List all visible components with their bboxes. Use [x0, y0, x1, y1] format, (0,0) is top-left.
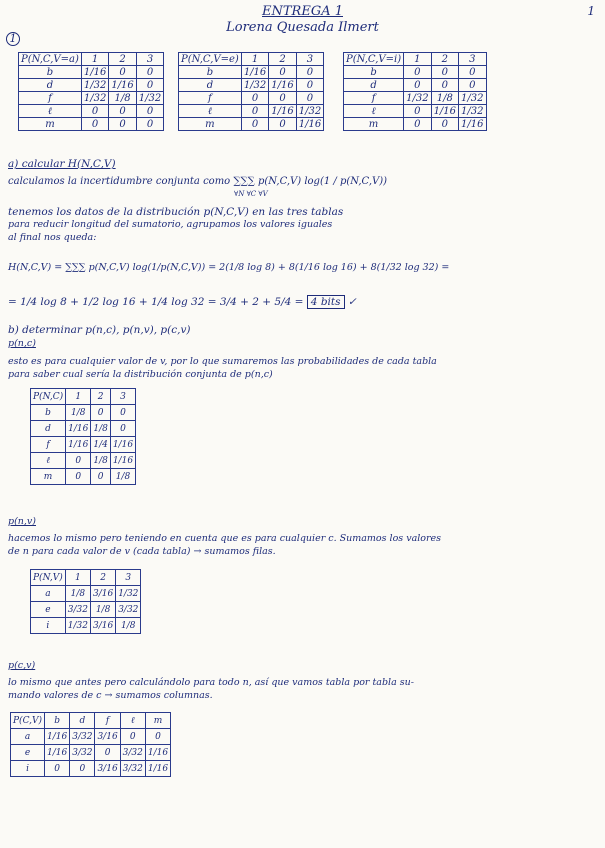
table-row-label: b	[19, 66, 82, 79]
table-cell: 3/16	[90, 618, 115, 634]
table-row-label: ℓ	[344, 105, 404, 118]
table-column-header: m	[145, 713, 170, 729]
table-row-label: e	[11, 745, 45, 761]
table-cell: 0	[404, 105, 431, 118]
table-cell: 0	[81, 118, 108, 131]
table-cell: 0	[70, 761, 95, 777]
table-cell: 3/16	[90, 586, 115, 602]
table-column-header: 2	[91, 389, 110, 405]
pcv-text-2: mando valores de c → sumamos columnas.	[8, 690, 213, 701]
pnc-table-wrap	[30, 388, 136, 485]
table-cell: 1/32	[404, 92, 431, 105]
part-a-equation-2	[8, 296, 357, 308]
table-row	[344, 79, 487, 92]
table-header-row	[11, 713, 171, 729]
table-cell: 0	[110, 405, 135, 421]
table-row-label: f	[19, 92, 82, 105]
table-cell: 1/8	[65, 586, 90, 602]
table-row	[31, 437, 136, 453]
table-cell: 0	[81, 105, 108, 118]
table-cell: 1/16	[81, 66, 108, 79]
table-row	[31, 421, 136, 437]
table-cell: 0	[459, 66, 486, 79]
table-cell: 0	[269, 92, 296, 105]
table-cell: 3/32	[65, 602, 90, 618]
table-cell: 1/32	[81, 92, 108, 105]
table-cell: 0	[431, 79, 458, 92]
table-column-header: d	[70, 713, 95, 729]
table-cell: 0	[91, 469, 110, 485]
table-cell: 1/8	[66, 405, 91, 421]
table-cell: 3/32	[116, 602, 141, 618]
table-row	[31, 453, 136, 469]
pnc-table	[30, 388, 136, 485]
table-row-label: m	[344, 118, 404, 131]
table-cell: 3/32	[120, 761, 145, 777]
table-row	[11, 745, 171, 761]
table-cell: 1/16	[269, 79, 296, 92]
part-a-heading: a) calcular H(N,C,V)	[8, 158, 116, 170]
table-cell: 0	[109, 118, 136, 131]
table-header-row	[344, 53, 487, 66]
table-row-label: i	[11, 761, 45, 777]
table-column-header: f	[95, 713, 120, 729]
table-cell: 0	[241, 118, 268, 131]
table-cell: 1/8	[91, 421, 110, 437]
table-corner-header: P(C,V)	[11, 713, 45, 729]
pcv-text-1: lo mismo que antes pero calculándolo para todo n, así que vamos tabla por tabla su-	[8, 677, 414, 688]
pcv-table	[10, 712, 171, 777]
table-row	[11, 729, 171, 745]
table-cell: 0	[404, 79, 431, 92]
table-row	[31, 405, 136, 421]
table-column-header: 2	[109, 53, 136, 66]
table-cell: 0	[296, 92, 323, 105]
table-cell: 0	[241, 105, 268, 118]
table-cell: 0	[404, 118, 431, 131]
part-a-equation-1: H(N,C,V) = ∑∑∑ p(N,C,V) log(1/p(N,C,V)) = 2(1/8 log 8) + 8(1/16 log 16) + 8(1/32 log 32) =	[8, 262, 450, 273]
table-row	[19, 92, 164, 105]
table-cell: 0	[120, 729, 145, 745]
table-cell: 1/16	[66, 437, 91, 453]
table-cell: 1/16	[145, 745, 170, 761]
table-column-header: b	[45, 713, 70, 729]
table-cell: 1/8	[110, 469, 135, 485]
table-cell: 1/8	[431, 92, 458, 105]
table-cell: 1/16	[110, 437, 135, 453]
table-column-header: 3	[136, 53, 163, 66]
table-row	[344, 92, 487, 105]
table-cell: 3/32	[70, 729, 95, 745]
table-cell: 0	[145, 729, 170, 745]
table-column-header: 1	[81, 53, 108, 66]
table-row-label: m	[19, 118, 82, 131]
table-cell: 1/16	[459, 118, 486, 131]
pnc-text-1: esto es para cualquier valor de v, por lo que sumaremos las probabilidades de cada tabla	[8, 356, 437, 367]
table-cell: 0	[136, 118, 163, 131]
table-cell: 1/16	[110, 453, 135, 469]
table-corner-header: P(N,C)	[31, 389, 66, 405]
table-cell: 0	[269, 118, 296, 131]
table-column-header: 1	[65, 570, 90, 586]
table-cell: 0	[109, 66, 136, 79]
table-cell: 0	[66, 469, 91, 485]
joint-table-v-a-wrap	[18, 52, 164, 131]
table-column-header: 1	[404, 53, 431, 66]
part-a-sum-subscript: ∀N ∀C ∀V	[234, 190, 268, 198]
check-icon: ✓	[347, 296, 357, 308]
page-number: 1	[587, 4, 595, 18]
pcv-table-wrap	[10, 712, 171, 777]
pnc-label: p(n,c)	[8, 338, 36, 349]
table-cell: 1/32	[459, 92, 486, 105]
table-cell: 0	[91, 405, 110, 421]
table-row	[31, 618, 141, 634]
part-a-line3: para reducir longitud del sumatorio, agrupamos los valores iguales	[8, 219, 333, 230]
table-row-label: ℓ	[19, 105, 82, 118]
table-cell: 1/8	[116, 618, 141, 634]
table-cell: 0	[296, 79, 323, 92]
table-corner-header: P(N,C,V=e)	[179, 53, 242, 66]
table-cell: 0	[45, 761, 70, 777]
table-cell: 1/32	[296, 105, 323, 118]
joint-table-v-e	[178, 52, 324, 131]
table-cell: 0	[431, 118, 458, 131]
table-row	[19, 66, 164, 79]
table-row-label: i	[31, 618, 66, 634]
table-column-header: 2	[90, 570, 115, 586]
table-row	[179, 92, 324, 105]
table-cell: 1/16	[145, 761, 170, 777]
table-cell: 0	[296, 66, 323, 79]
part-a-line4: al final nos queda:	[8, 232, 97, 243]
table-header-row	[19, 53, 164, 66]
table-cell: 0	[95, 745, 120, 761]
table-cell: 0	[404, 66, 431, 79]
table-cell: 1/16	[66, 421, 91, 437]
pcv-label: p(c,v)	[8, 660, 36, 671]
table-row	[31, 469, 136, 485]
table-row-label: d	[19, 79, 82, 92]
table-column-header: 3	[459, 53, 486, 66]
table-row	[19, 105, 164, 118]
table-column-header: 1	[66, 389, 91, 405]
joint-table-v-a	[18, 52, 164, 131]
table-row-label: ℓ	[179, 105, 242, 118]
table-cell: 1/8	[90, 602, 115, 618]
table-row-label: b	[31, 405, 66, 421]
part-b-heading: b) determinar p(n,c), p(n,v), p(c,v)	[8, 324, 191, 336]
pnv-text-2: de n para cada valor de v (cada tabla) → sumamos filas.	[8, 546, 276, 557]
pnv-text-1: hacemos lo mismo pero teniendo en cuenta que es para cualquier c. Sumamos los valores	[8, 533, 442, 544]
table-row	[31, 586, 141, 602]
table-cell: 3/16	[95, 761, 120, 777]
joint-table-v-i	[343, 52, 487, 131]
table-column-header: 1	[241, 53, 268, 66]
table-row	[344, 118, 487, 131]
table-cell: 0	[66, 453, 91, 469]
page-title: ENTREGA 1	[262, 4, 343, 19]
table-cell: 0	[431, 66, 458, 79]
table-cell: 1/16	[45, 745, 70, 761]
table-cell: 3/32	[120, 745, 145, 761]
pnv-table-wrap	[30, 569, 141, 634]
table-row	[179, 105, 324, 118]
table-row-label: f	[31, 437, 66, 453]
table-row-label: d	[179, 79, 242, 92]
table-row	[19, 118, 164, 131]
table-row	[179, 66, 324, 79]
table-column-header: 3	[116, 570, 141, 586]
table-corner-header: P(N,C,V=i)	[344, 53, 404, 66]
table-cell: 1/32	[241, 79, 268, 92]
table-cell: 1/16	[296, 118, 323, 131]
table-cell: 1/32	[136, 92, 163, 105]
table-row	[344, 66, 487, 79]
table-row-label: f	[179, 92, 242, 105]
table-row-label: a	[11, 729, 45, 745]
joint-table-v-e-wrap	[178, 52, 324, 131]
table-column-header: 2	[431, 53, 458, 66]
table-cell: 0	[110, 421, 135, 437]
table-header-row	[31, 570, 141, 586]
table-column-header: 3	[110, 389, 135, 405]
table-cell: 0	[136, 79, 163, 92]
table-cell: 1/8	[91, 453, 110, 469]
table-column-header: 2	[269, 53, 296, 66]
part-a-line1: calculamos la incertidumbre conjunta como ∑∑∑ p(N,C,V) log(1 / p(N,C,V))	[8, 176, 388, 187]
table-corner-header: P(N,C,V=a)	[19, 53, 82, 66]
part-a-line2: tenemos los datos de la distribución p(N,C,V) en las tres tablas	[8, 206, 344, 218]
table-row-label: m	[31, 469, 66, 485]
table-row-label: a	[31, 586, 66, 602]
pnc-text-2: para saber cual sería la distribución conjunta de p(n,c)	[8, 369, 273, 380]
table-row	[31, 602, 141, 618]
table-cell: 1/8	[109, 92, 136, 105]
table-cell: 1/32	[459, 105, 486, 118]
table-header-row	[179, 53, 324, 66]
table-cell: 1/16	[45, 729, 70, 745]
table-row-label: e	[31, 602, 66, 618]
table-cell: 1/16	[109, 79, 136, 92]
table-row-label: d	[31, 421, 66, 437]
table-header-row	[31, 389, 136, 405]
table-row	[344, 105, 487, 118]
table-row-label: f	[344, 92, 404, 105]
table-row-label: ℓ	[31, 453, 66, 469]
joint-table-v-i-wrap	[343, 52, 487, 131]
table-cell: 0	[136, 66, 163, 79]
table-row-label: b	[179, 66, 242, 79]
table-row	[19, 79, 164, 92]
table-cell: 1/32	[81, 79, 108, 92]
table-cell: 3/32	[70, 745, 95, 761]
pnv-label: p(n,v)	[8, 516, 36, 527]
table-column-header: 3	[296, 53, 323, 66]
table-cell: 1/32	[65, 618, 90, 634]
author-name: Lorena Quesada Ilmert	[226, 20, 379, 35]
table-row-label: m	[179, 118, 242, 131]
table-cell: 1/16	[269, 105, 296, 118]
table-cell: 0	[269, 66, 296, 79]
table-column-header: ℓ	[120, 713, 145, 729]
pnv-table	[30, 569, 141, 634]
table-cell: 0	[136, 105, 163, 118]
table-cell: 0	[109, 105, 136, 118]
part-a-equation-2-text: = 1/4 log 8 + 1/2 log 16 + 1/4 log 32 = 3/4 + 2 + 5/4 =	[8, 296, 304, 308]
part-a-result: 4 bits	[307, 295, 345, 309]
table-row-label: b	[344, 66, 404, 79]
table-cell: 1/16	[431, 105, 458, 118]
table-cell: 1/4	[91, 437, 110, 453]
table-row	[179, 79, 324, 92]
table-cell: 3/16	[95, 729, 120, 745]
table-corner-header: P(N,V)	[31, 570, 66, 586]
exercise-number: 1	[6, 32, 20, 46]
table-cell: 1/16	[241, 66, 268, 79]
table-row	[11, 761, 171, 777]
table-cell: 1/32	[116, 586, 141, 602]
table-cell: 0	[241, 92, 268, 105]
table-cell: 0	[459, 79, 486, 92]
table-row-label: d	[344, 79, 404, 92]
table-row	[179, 118, 324, 131]
